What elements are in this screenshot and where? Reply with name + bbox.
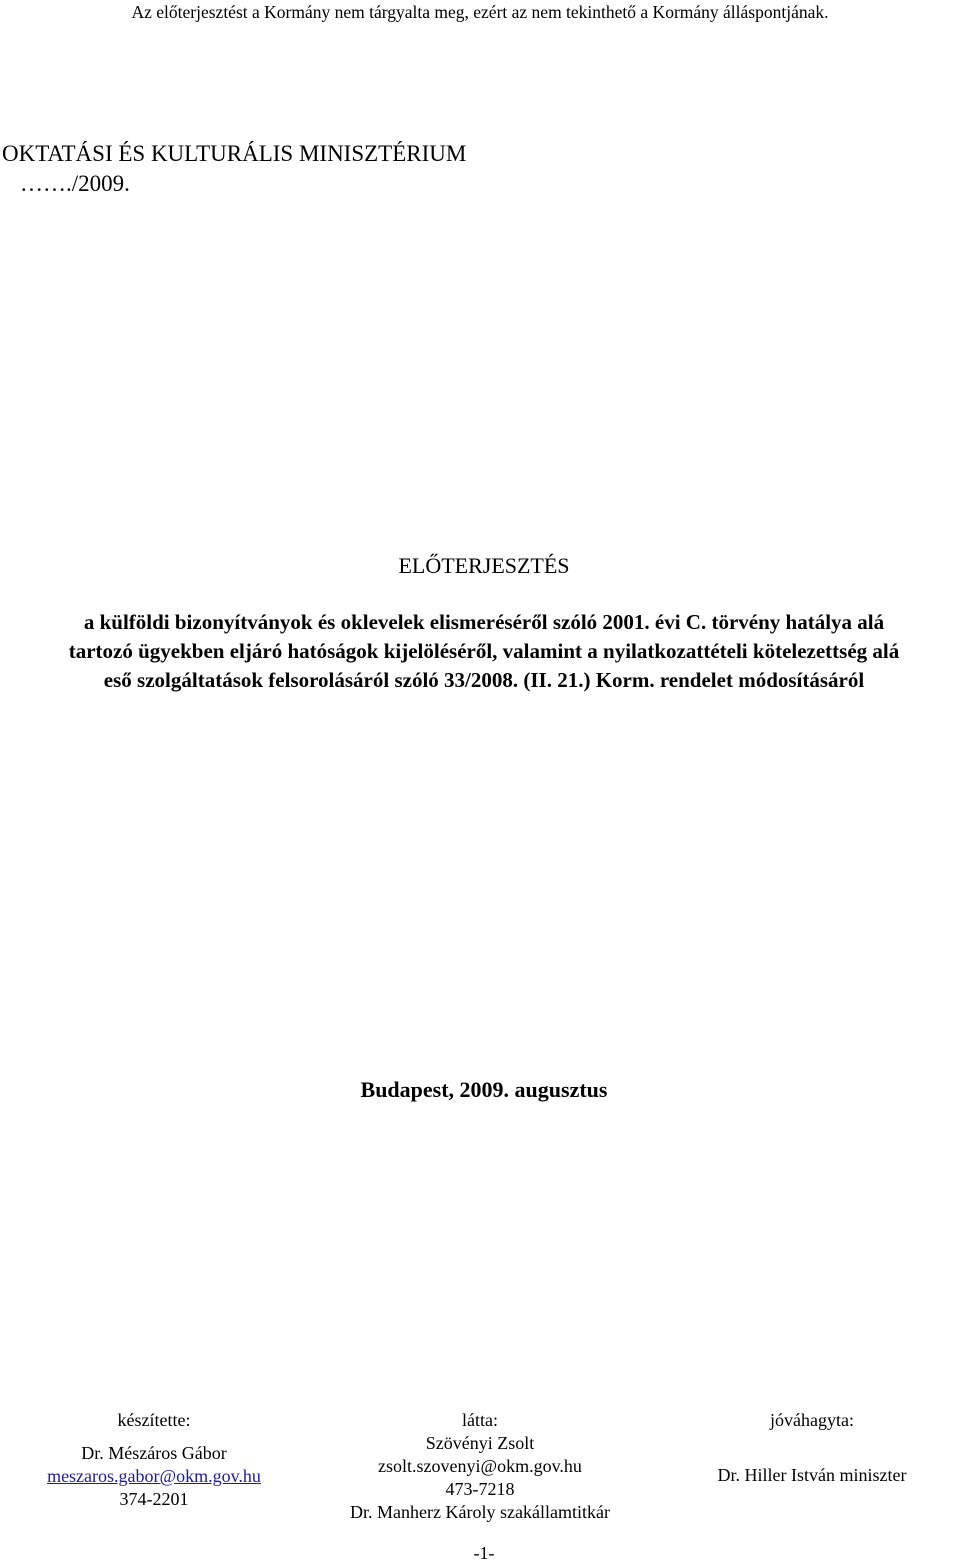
seen-phone: 473-7218 [445, 1479, 515, 1499]
prepared-phone: 374-2201 [119, 1489, 189, 1509]
prepared-label: készítette: [117, 1410, 191, 1430]
subject-line-2: tartozó ügyekben eljáró hatóságok kijelöléséről, valamint a nyilatkozattételi kötelezettség alá [68, 639, 900, 663]
prepared-by-block [30, 1409, 278, 1511]
ministry-name: OKTATÁSI ÉS KULTURÁLIS MINISZTÉRIUM [2, 141, 467, 166]
page-number: -1- [473, 1543, 495, 1563]
prepared-email-link[interactable]: meszaros.gabor@okm.gov.hu [47, 1466, 261, 1486]
place-and-date: Budapest, 2009. augusztus [360, 1077, 608, 1102]
document-subject [0, 608, 960, 695]
approved-name: Dr. Hiller István miniszter [717, 1465, 907, 1485]
subject-line-1: a külföldi bizonyítványok és oklevelek elismeréséről szóló 2001. évi C. törvény hatálya alá [83, 610, 885, 634]
seen-name: Szövényi Zsolt [425, 1433, 535, 1453]
subject-line-3: eső szolgáltatások felsorolásáról szóló 33/2008. (II. 21.) Korm. rendelet módosításáról [103, 668, 865, 692]
document-heading: ELŐTERJESZTÉS [398, 553, 570, 578]
disclaimer-notice: Az előterjesztést a Kormány nem tárgyalta meg, ezért az nem tekinthető a Kormány álláspontjának. [131, 2, 829, 22]
seen-name-2: Dr. Manherz Károly szakállamtitkár [350, 1502, 610, 1522]
seen-by-block [330, 1409, 630, 1524]
document-number: ……./2009. [20, 171, 130, 196]
seen-email: zsolt.szovenyi@okm.gov.hu [378, 1456, 582, 1476]
seen-label: látta: [462, 1410, 498, 1430]
approved-by-block [688, 1409, 936, 1487]
approved-label: jóváhagyta: [770, 1410, 854, 1430]
prepared-name: Dr. Mészáros Gábor [81, 1443, 227, 1463]
